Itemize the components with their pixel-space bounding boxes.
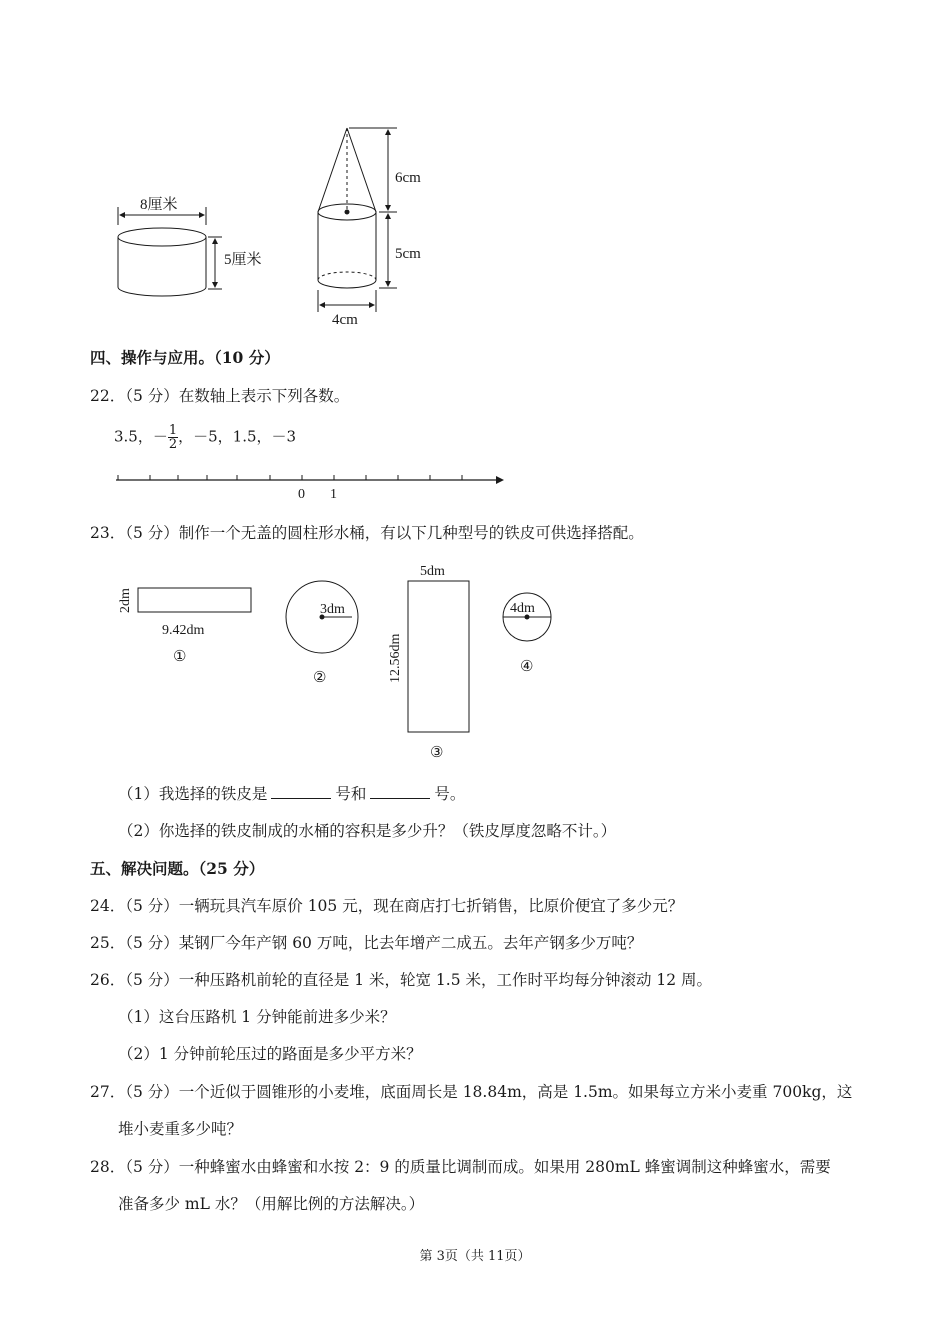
answer-blank-1[interactable] [271,784,331,799]
cyl-height-label: 5cm [395,246,421,262]
q27-line1: 27．（5 分）一个近似于圆锥形的小麦堆，底面周长是 18.84m，高是 1.5m。如果每立方米小麦重 700kg，这 [90,1083,853,1101]
answer-blank-2[interactable] [370,784,430,799]
sheet4-diameter: 4dm [510,601,535,616]
page-footer: 第 3页（共 11页） [419,1249,531,1264]
q27-line2: 堆小麦重多少吨？ [118,1120,243,1138]
half-fraction [168,424,178,451]
cone-cylinder-figure [305,120,445,330]
sheet1-height: 2dm [118,588,133,613]
q24-text: 24．（5 分）一辆玩具汽车原价 105 元，现在商店打七折销售，比原价便宜了多少元？ [90,897,684,915]
part1-suffix: 号。 [434,785,466,803]
sheet3-height: 12.56dm [388,633,403,683]
q26-text: 26．（5 分）一种压路机前轮的直径是 1 米，轮宽 1.5 米，工作时平均每分钟滚动 12 周。 [90,971,713,989]
sheet1-mark: ① [173,649,187,665]
cylinder-width-label: 8厘米 [140,197,178,213]
cone-height-label: 6cm [395,170,421,186]
fraction-denominator: 2 [168,437,178,452]
cylinder-figure [100,185,300,305]
sheet4-mark: ④ [520,659,534,675]
q23-part1 [118,782,465,804]
fraction-numerator: 1 [168,423,178,438]
numbers-a: 3.5，－ [114,427,168,446]
cylinder-height-label: 5厘米 [224,252,262,268]
q28-line1: 28．（5 分）一种蜂蜜水由蜂蜜和水按 2：9 的质量比调制而成。如果用 280mL 蜂蜜调制这种蜂蜜水，需要 [90,1158,831,1176]
part1-prefix: （1）我选择的铁皮是 [118,785,268,803]
section4-title: 四、操作与应用。（10 分） [90,348,280,367]
sheet-figures [105,555,575,765]
sheet1-length: 9.42dm [162,623,205,638]
q25-text: 25．（5 分）某钢厂今年产钢 60 万吨，比去年增产二成五。去年产钢多少万吨？ [90,934,643,952]
q23-part2: （2）你选择的铁皮制成的水桶的容积是多少升？（铁皮厚度忽略不计。） [118,822,617,840]
axis-zero: 0 [298,487,305,502]
section5-title: 五、解决问题。（25 分） [90,859,265,878]
sheet2-mark: ② [313,670,327,686]
axis-one: 1 [330,487,337,502]
q26-part1: （1）这台压路机 1 分钟能前进多少米？ [118,1008,396,1026]
q23-text: 23．（5 分）制作一个无盖的圆柱形水桶，有以下几种型号的铁皮可供选择搭配。 [90,524,644,542]
number-line [112,470,512,504]
part1-mid: 号和 [335,785,367,803]
q26-part2: （2）1 分钟前轮压过的路面是多少平方米？ [118,1045,422,1063]
diameter-label: 4cm [332,312,358,328]
sheet3-width: 5dm [420,564,445,579]
sheet3-mark: ③ [430,745,444,761]
q28-line2: 准备多少 mL 水？（用解比例的方法解决。） [118,1195,425,1213]
q22-text: 22．（5 分）在数轴上表示下列各数。 [90,387,350,405]
q22-numbers [114,424,296,451]
sheet2-radius: 3dm [320,602,345,617]
numbers-b: ，－5，1.5，－3 [178,427,297,446]
